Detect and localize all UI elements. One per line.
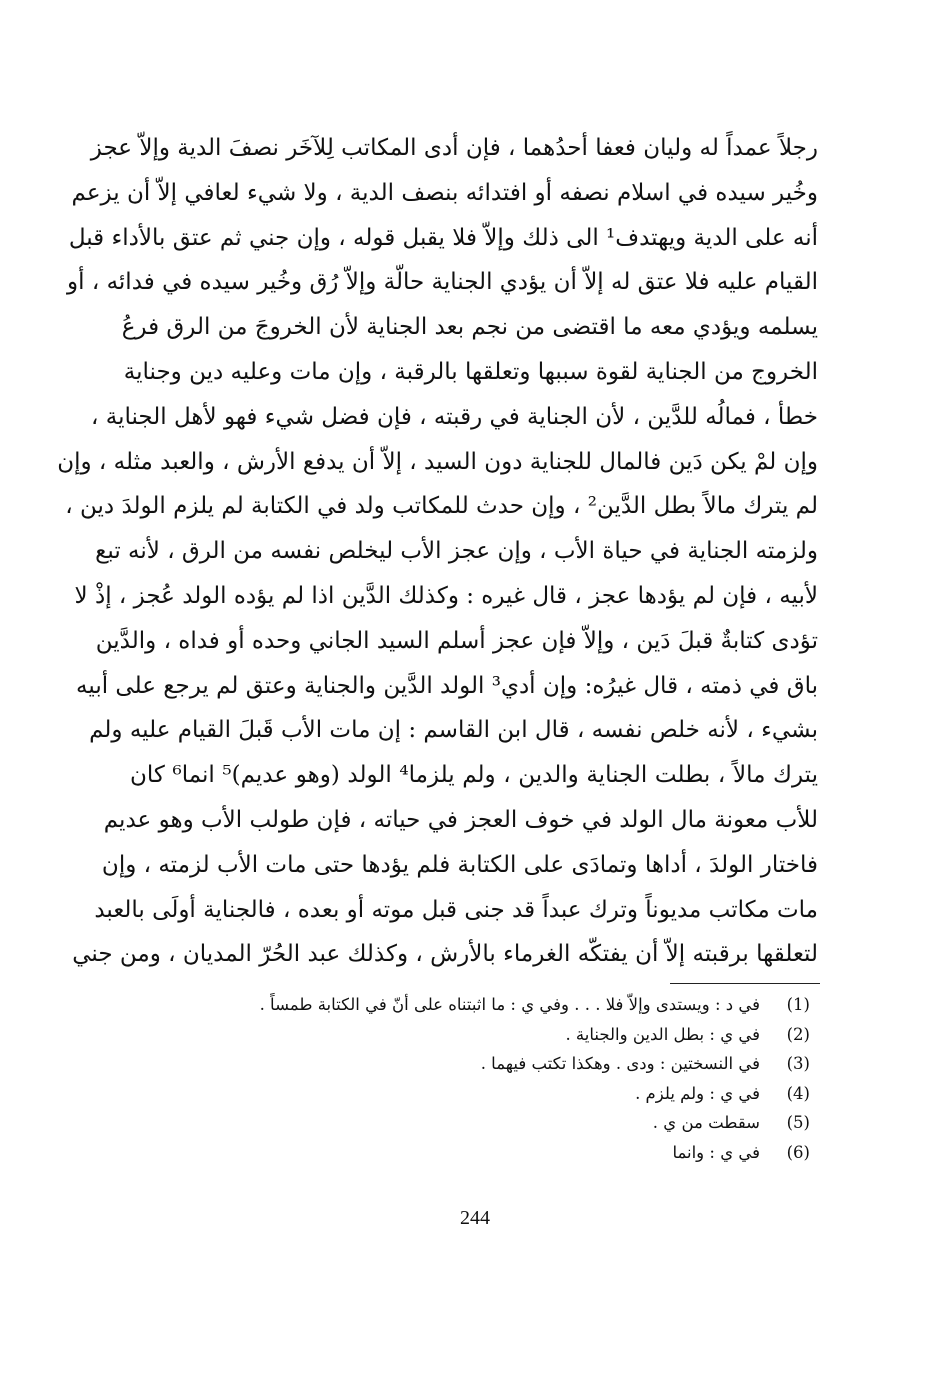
text-line: يترك مالاً ، بطلت الجناية والدين ، ولم يلزما⁴ الولد (وهو عديم)⁵ انما⁶ كان xyxy=(130,762,818,789)
text-line: بشيء ، لأنه خلص نفسه ، قال ابن القاسم : إن مات الأب قَبلَ القيام عليه ولم xyxy=(89,717,818,744)
page-number: 244 xyxy=(460,1207,490,1229)
footnote xyxy=(210,1108,810,1138)
footnote-number: (5) xyxy=(786,1113,810,1133)
text-line: وخُير سيده في اسلام نصفه أو افتدائه بنصف الدية ، ولا شيء لعافي إلاّ أن يزعم xyxy=(71,179,818,206)
text-line: تؤدى كتابةٌ قبلَ دَين ، وإلاّ فإن عجز أسلم السيد الجاني وحده أو فداه ، والدَّين xyxy=(95,627,818,654)
footnotes xyxy=(210,990,810,1168)
footnote xyxy=(210,1049,810,1079)
footnote-text: في ي : بطل الدين والجناية . xyxy=(565,1024,760,1044)
text-line: باق في ذمته ، قال غيرُه: وإن أدي³ الولد الدَّين والجناية وعتق لم يرجع على أبيه xyxy=(76,672,818,699)
text-line: رجلاً عمداً له وليان فعفا أحدُهما ، فإن أدى المكاتب لِلآخَر نصفَ الدية وإلاّ عجز xyxy=(90,135,818,161)
text-line: يسلمه ويؤدي معه ما اقتضى من نجم بعد الجناية لأن الخروجَ من الرق فرعُ xyxy=(121,314,818,341)
text-line: خطأ ، فمالُه للدَّين ، لأن الجناية في رقبته ، فإن فضل شيء فهو لأهل الجناية ، xyxy=(91,403,818,430)
text-line: القيام عليه فلا عتق له إلاّ أن يؤدي الجناية حالّة وإلاّ رُق وخُير سيده في فدائه ، أو xyxy=(67,269,818,296)
footnote-text: سقطت من ي . xyxy=(652,1113,760,1133)
footnote-number: (1) xyxy=(786,995,810,1014)
text-line: لتعلقها برقبته إلاّ أن يفتكّه الغرماء بالأرش ، وكذلك عبد الحُرّ المديان ، ومن جني xyxy=(72,941,818,968)
text-line: الخروج من الجناية لقوة سببها وتعلقها بالرقبة ، وإن مات وعليه دين وجناية xyxy=(123,358,818,385)
text-line: مات مكاتب مديوناً وترك عبداً قد جنى قبل موته أو بعده ، فالجناية أولَى بالعبد xyxy=(94,896,818,923)
footnote xyxy=(210,1020,810,1050)
text-line: لم يترك مالاً بطل الدَّين² ، وإن حدث للمكاتب ولد في الكتابة لم يلزم الولدَ دين ، xyxy=(65,493,818,520)
text-line: أنه على الدية ويهتدف¹ الى ذلك وإلاّ فلا يقبل قوله ، وإن جني ثم عتق بالأداء قبل xyxy=(68,224,818,251)
text-line: للأب معونة مال الولد في خوف العجز في حياته ، فإن طولب الأب وهو عديم xyxy=(103,806,818,833)
footnote-text: في ي : وانما xyxy=(672,1142,760,1162)
footnote-text: في ي : ولم يلزم . xyxy=(635,1083,760,1103)
footnote-number: (4) xyxy=(786,1083,810,1103)
footnote xyxy=(210,990,810,1020)
text-line: وإن لمْ يكن دَين فالمال للجناية دون السيد ، إلاّ أن يدفع الأرش ، والعبد مثله ، وإن xyxy=(57,448,818,475)
footnote-separator xyxy=(670,983,820,984)
text-line: لأبيه ، فإن لم يؤدها عجز ، قال غيره : وكذلك الدَّين اذا لم يؤده الولد عُجز ، إذْ لا xyxy=(74,582,818,609)
footnote-number: (6) xyxy=(786,1142,810,1162)
footnote-number: (2) xyxy=(786,1024,810,1044)
footnote-text: في د : ويستدى وإلاّ فلا . . . وفي ي : ما اثبتناه على أنّ في الكتابة طمساً . xyxy=(259,995,760,1014)
text-line: ولزمته الجناية في حياة الأب ، وإن عجز الأب ليخلص نفسه من الرق ، لأنه تبع xyxy=(95,538,818,565)
footnote-text: في النسختين : ودى . وهكذا تكتب فيهما . xyxy=(480,1054,760,1074)
footnote xyxy=(210,1079,810,1109)
footnote-number: (3) xyxy=(786,1054,810,1074)
main-text xyxy=(57,126,818,977)
footnote xyxy=(210,1138,810,1168)
text-line: فاختار الولدَ ، أداها وتمادَى على الكتابة فلم يؤدها حتى مات الأب لزمته ، وإن xyxy=(101,851,818,878)
